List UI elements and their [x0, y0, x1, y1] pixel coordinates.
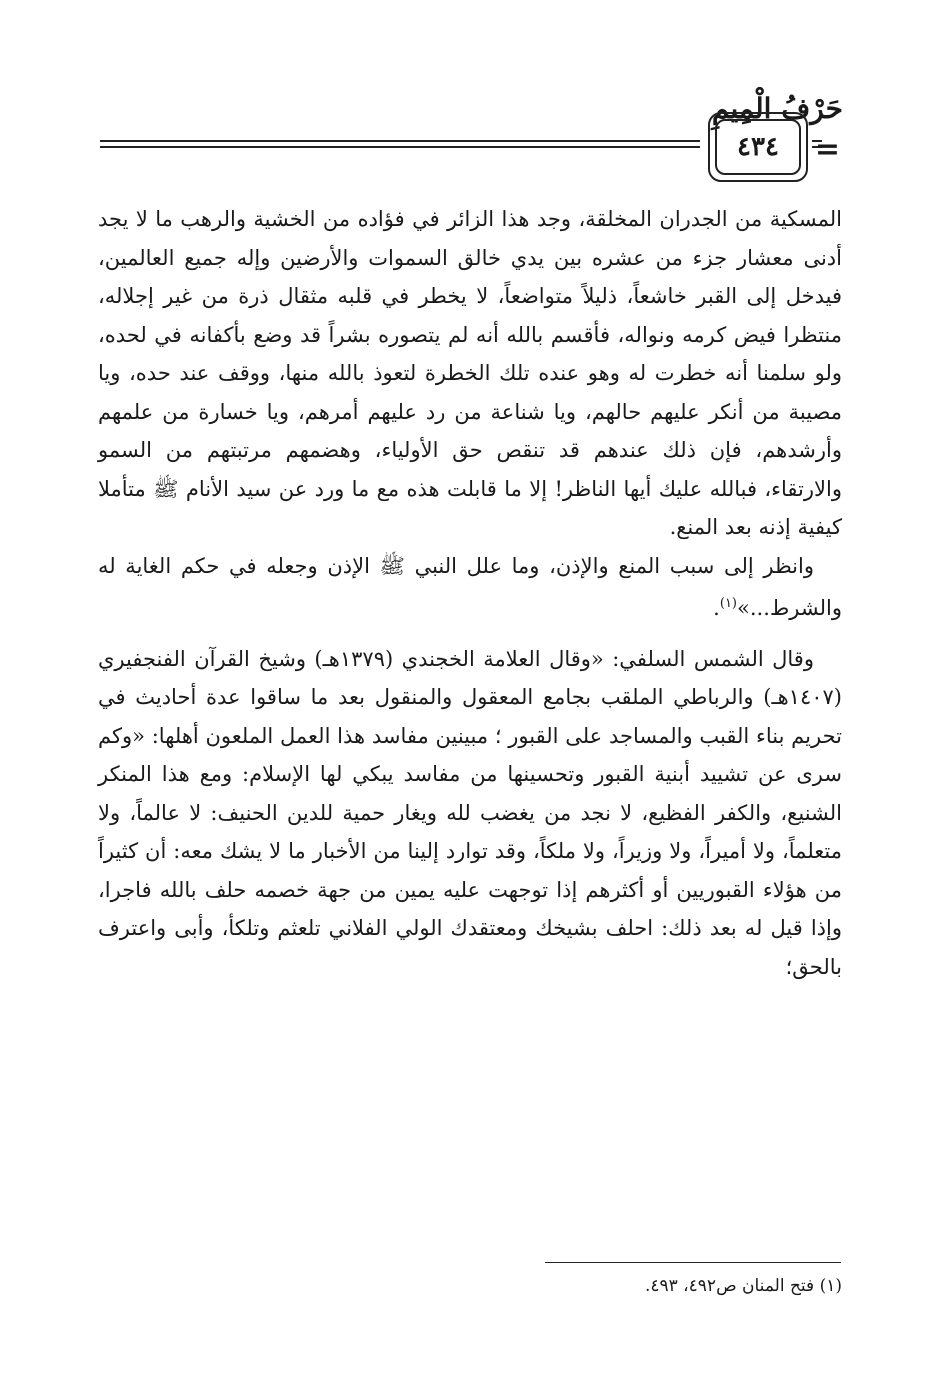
- footnote-separator: [545, 1262, 841, 1263]
- header-eq-mark: =: [814, 132, 840, 167]
- paragraph-2-end: .: [713, 596, 720, 620]
- main-text: [98, 200, 842, 986]
- footnote: (١) فتح المنان ص٤٩٢، ٤٩٣.: [644, 1276, 842, 1296]
- header-rule-line-left-bottom: [100, 146, 700, 148]
- header-rule-line-left-top: [100, 140, 700, 142]
- paragraph-1: المسكية من الجدران المخلقة، وجد هذا الزائر في فؤاده من الخشية والرهب ما لا يجد أدنى معشار جزء من عشره بين يدي خالق السموات والأرضين وإله جميع العالمين، فيدخل إلى القبر خاشعاً، ذليلاً متواضعاً، لا يخطر في قلبه مثقال ذرة من غير إجلاله، منتظرا فيض كرمه ونواله، فأقسم بالله أنه لم يتصوره بشراً قد وضع بأكفانه في لحده، ولو سلمنا أنه خطرت له وهو عنده تلك الخطرة لتعوذ بالله منها، ووقف عند حده، ويا مصيبة من أنكر عليهم حالهم، ويا شناعة من رد عليهم أمرهم، ويا خسارة من علمهم وأرشدهم، فإن ذلك عندهم قد تنقص حق الأولياء، وهضمهم مرتبتهم من السمو والارتقاء، فبالله عليك أيها الناظر! إلا ما قابلت هذه مع ما ورد عن سيد الأنام ﷺ متأملا كيفية إذنه بعد المنع.: [98, 207, 842, 539]
- paragraph-2-text: وانظر إلى سبب المنع والإذن، وما علل النبي ﷺ الإذن وجعله في حكم الغاية له والشرط...»: [98, 553, 842, 620]
- paragraph-2: [98, 547, 842, 628]
- page-header: [0, 0, 945, 190]
- header-rule: [100, 118, 840, 188]
- section-title: حَرْفُ الْمِيمِ: [711, 92, 843, 125]
- footnote-reference: (١): [719, 596, 737, 611]
- paragraph-3: وقال الشمس السلفي: «وقال العلامة الخجندي (١٣٧٩هـ) وشيخ القرآن الفنجفيري (١٤٠٧هـ) والرباطي الملقب بجامع المعقول والمنقول بعد ما ساقوا عدة أحاديث في تحريم بناء القبب والمساجد على القبور ؛ مبينين مفاسد هذا العمل الملعون أهلها: «وكم سرى عن تشييد أبنية القبور وتحسينها من مفاسد يبكي لها الإسلام: ومع هذا المنكر الشنيع، والكفر الفظيع، لا نجد من يغضب لله ويغار حمية للدين الحنيف: لا عالماً، ولا متعلماً، ولا أميراً، ولا وزيراً، ولا ملكاً، وقد توارد إلينا من الأخبار ما لا يشك معه: أن كثيراً من هؤلاء القبوريين أو أكثرهم إذا توجهت عليه يمين من جهة خصمه حلف بالله فاجرا، وإذا قيل له بعد ذلك: احلف بشيخك ومعتقدك الولي الفلاني تلعثم وتلكأ، وأبى واعترف بالحق؛: [98, 646, 842, 979]
- page-number: ٤٣٤: [715, 119, 801, 175]
